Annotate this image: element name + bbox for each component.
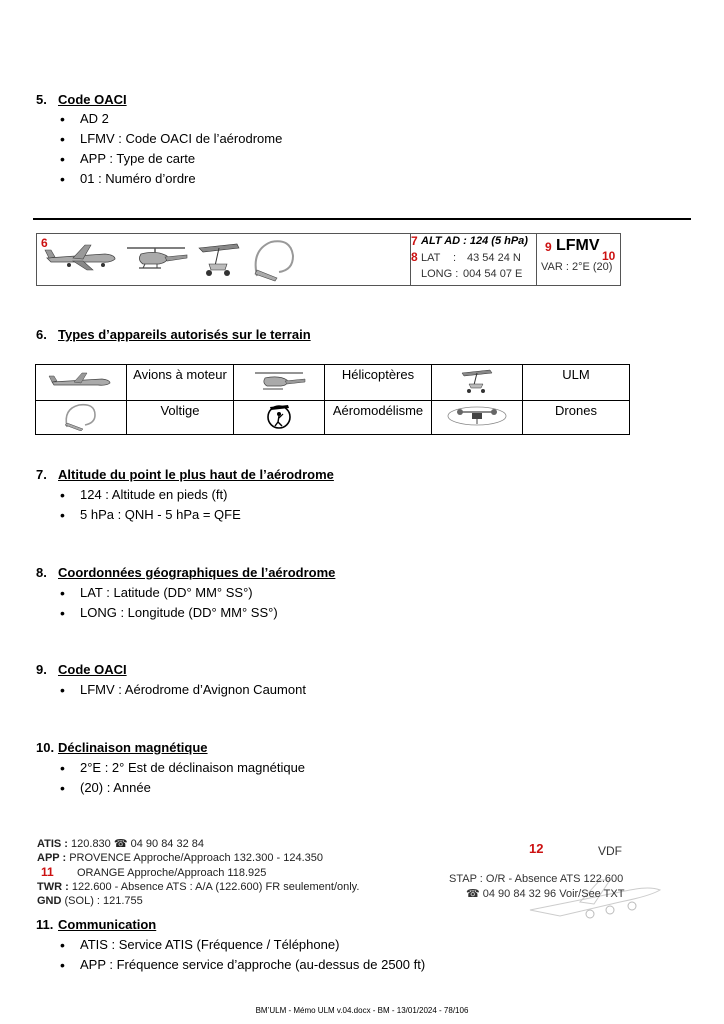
orange-value: ORANGE Approche/Approach 118.925: [77, 867, 267, 879]
atis-line: [37, 837, 359, 851]
icao-code: LFMV: [556, 237, 600, 254]
ulm-trike-icon: [197, 242, 241, 278]
airplane-icon: [46, 370, 116, 392]
list-item: • LFMV : Code OACI de l’aérodrome: [58, 129, 282, 149]
list-item: • APP : Type de carte: [58, 149, 282, 169]
gnd-line: [37, 894, 359, 908]
aerobatic-loop-icon: [61, 401, 101, 431]
table-cell-icon: [36, 365, 127, 401]
helicopter-icon: [249, 370, 309, 392]
latitude-value: 43 54 24 N: [467, 252, 521, 264]
callout-11: 11: [41, 865, 54, 879]
section-title: Types d’appareils autorisés sur le terrain: [58, 327, 311, 342]
aerobatic-loop-icon: [249, 236, 299, 282]
list-item: • APP : Fréquence service d’approche (au-dessus de 2500 ft): [58, 955, 425, 975]
section-9-heading: [36, 662, 127, 677]
airplane-icon: [43, 242, 119, 272]
horizontal-divider: [33, 218, 691, 220]
section-6-heading: [36, 327, 311, 342]
chart-header-strip: [36, 233, 621, 286]
table-cell: Avions à moteur: [127, 365, 234, 401]
model-aircraft-icon: [266, 402, 292, 430]
stap-telephone: ☎ 04 90 84 32 96 Voir/See TXT: [466, 888, 625, 900]
section-title: Communication: [58, 917, 157, 932]
section-title: Coordonnées géographiques de l’aérodrome: [58, 565, 336, 580]
callout-6: 6: [41, 236, 48, 250]
aircraft-types-table: [35, 364, 630, 435]
gnd-value: (SOL) : 121.755: [64, 895, 143, 907]
list-item: • 01 : Numéro d’ordre: [58, 169, 282, 189]
magnetic-variation: VAR : 2°E (20): [541, 261, 613, 273]
callout-10: 10: [602, 249, 616, 263]
section-8-heading: [36, 565, 335, 580]
callout-9: 9: [545, 240, 552, 254]
list-item: • 5 hPa : QNH - 5 hPa = QFE: [58, 505, 241, 525]
callout-7: 7: [411, 234, 418, 248]
section-8-list: [58, 583, 278, 623]
table-cell: Drones: [523, 401, 630, 435]
section-5-heading: [36, 92, 127, 107]
app-line: [37, 851, 359, 865]
section-number: 10.: [36, 740, 55, 755]
table-row: [36, 365, 630, 401]
section-title: Déclinaison magnétique: [58, 740, 208, 755]
page-footer: BM’ULM - Mémo ULM v.04.docx - BM - 13/01/2024 - 78/106: [255, 1006, 469, 1015]
atis-label: ATIS :: [37, 838, 68, 850]
twr-label: TWR :: [37, 881, 69, 893]
table-cell-icon: [234, 401, 325, 435]
gnd-label: GND: [37, 895, 62, 907]
section-number: 5.: [36, 92, 47, 107]
table-cell: ULM: [523, 365, 630, 401]
section-title: Altitude du point le plus haut de l’aérodrome: [58, 467, 334, 482]
section-10-heading: [36, 740, 208, 755]
table-cell: Aéromodélisme: [325, 401, 432, 435]
list-item: • (20) : Année: [58, 778, 305, 798]
section-title: Code OACI: [58, 662, 127, 677]
section-number: 8.: [36, 565, 47, 580]
app-label: APP :: [37, 852, 67, 864]
list-item: • LFMV : Aérodrome d’Avignon Caumont: [58, 680, 306, 700]
list-item: • LONG : Longitude (DD° MM° SS°): [58, 603, 278, 623]
callout-8: 8: [411, 250, 418, 264]
list-item: • AD 2: [58, 109, 282, 129]
section-10-list: [58, 758, 305, 798]
table-cell: Voltige: [127, 401, 234, 435]
table-row: [36, 401, 630, 435]
list-item: • ATIS : Service ATIS (Fréquence / Téléphone): [58, 935, 425, 955]
section-number: 11.: [36, 917, 54, 932]
latitude-separator: :: [453, 252, 457, 264]
section-7-heading: [36, 467, 334, 482]
vdf-label: VDF: [598, 844, 622, 858]
orange-line: [37, 865, 359, 880]
helicopter-icon: [121, 244, 191, 272]
section-number: 6.: [36, 327, 47, 342]
section-7-list: [58, 485, 241, 525]
section-11-heading: [36, 917, 156, 932]
section-title: Code OACI: [58, 92, 127, 107]
section-9-list: [58, 680, 306, 700]
stap-line: STAP : O/R - Absence ATS 122.600: [449, 873, 624, 885]
twr-value: 122.600 - Absence ATS : A/A (122.600) FR seulement/only.: [71, 881, 360, 893]
section-5-list: [58, 109, 282, 189]
callout-12: 12: [529, 841, 544, 856]
table-cell-icon: [432, 365, 523, 401]
strip-separator: [536, 234, 537, 285]
radio-frequencies-block: [37, 837, 359, 908]
table-cell-icon: [234, 365, 325, 401]
longitude-value: 004 54 07 E: [463, 268, 523, 280]
longitude-label: LONG :: [421, 268, 459, 280]
section-number: 7.: [36, 467, 47, 482]
section-number: 9.: [36, 662, 47, 677]
latitude-label: LAT: [421, 252, 441, 264]
atis-value: 120.830 ☎ 04 90 84 32 84: [71, 838, 205, 850]
altitude-label: ALT AD : 124 (5 hPa): [421, 235, 528, 247]
list-item: • 2°E : 2° Est de déclinaison magnétique: [58, 758, 305, 778]
table-cell: Hélicoptères: [325, 365, 432, 401]
table-cell-icon: [36, 401, 127, 435]
drone-icon: [446, 404, 508, 428]
app-value: PROVENCE Approche/Approach 132.300 - 124.350: [69, 852, 323, 864]
list-item: • LAT : Latitude (DD° MM° SS°): [58, 583, 278, 603]
section-11-list: [58, 935, 425, 975]
twr-line: [37, 880, 359, 894]
table-cell-icon: [432, 401, 523, 435]
list-item: • 124 : Altitude en pieds (ft): [58, 485, 241, 505]
ulm-trike-icon: [460, 368, 494, 394]
